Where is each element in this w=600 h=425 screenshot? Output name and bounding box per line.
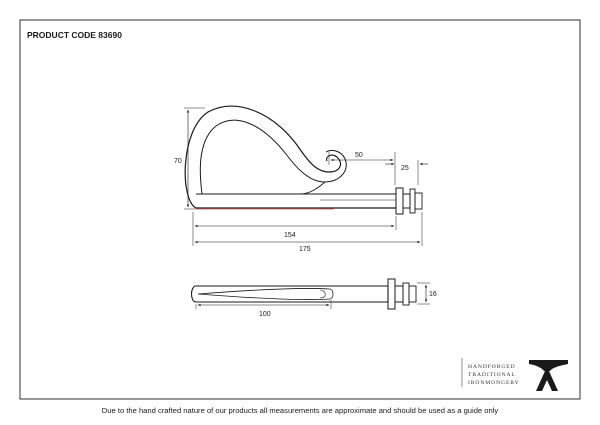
dim-pin-length-label: 154 [284, 232, 296, 239]
product-code-label: PRODUCT CODE 83690 [27, 30, 122, 40]
pin-top-view [192, 279, 417, 309]
dim-collar-width-label: 25 [401, 165, 409, 172]
dim-pin-length [193, 212, 396, 239]
dim-overall-length [193, 212, 422, 253]
disclaimer-text: Due to the hand crafted nature of our products all measurements are approximate and should be used as a guide only [101, 406, 499, 415]
anvil-logo-icon [529, 360, 568, 391]
dim-collar-width [385, 160, 428, 185]
brand-line-3: IRONMONGERY [468, 380, 520, 386]
dim-diameter [417, 283, 437, 304]
dim-taper-length [196, 300, 331, 318]
brand-block [462, 358, 568, 391]
dim-diameter-label: 16 [429, 291, 437, 298]
dim-overall-length-label: 175 [299, 246, 311, 253]
brand-line-2: TRADITIONAL [468, 372, 516, 378]
dim-taper-length-label: 100 [259, 311, 271, 318]
dim-height-label: 70 [174, 158, 182, 165]
drawing-border [20, 20, 580, 399]
dim-hook-spacing-label: 50 [355, 152, 363, 159]
brand-line-1: HANDFORGED [468, 364, 516, 370]
